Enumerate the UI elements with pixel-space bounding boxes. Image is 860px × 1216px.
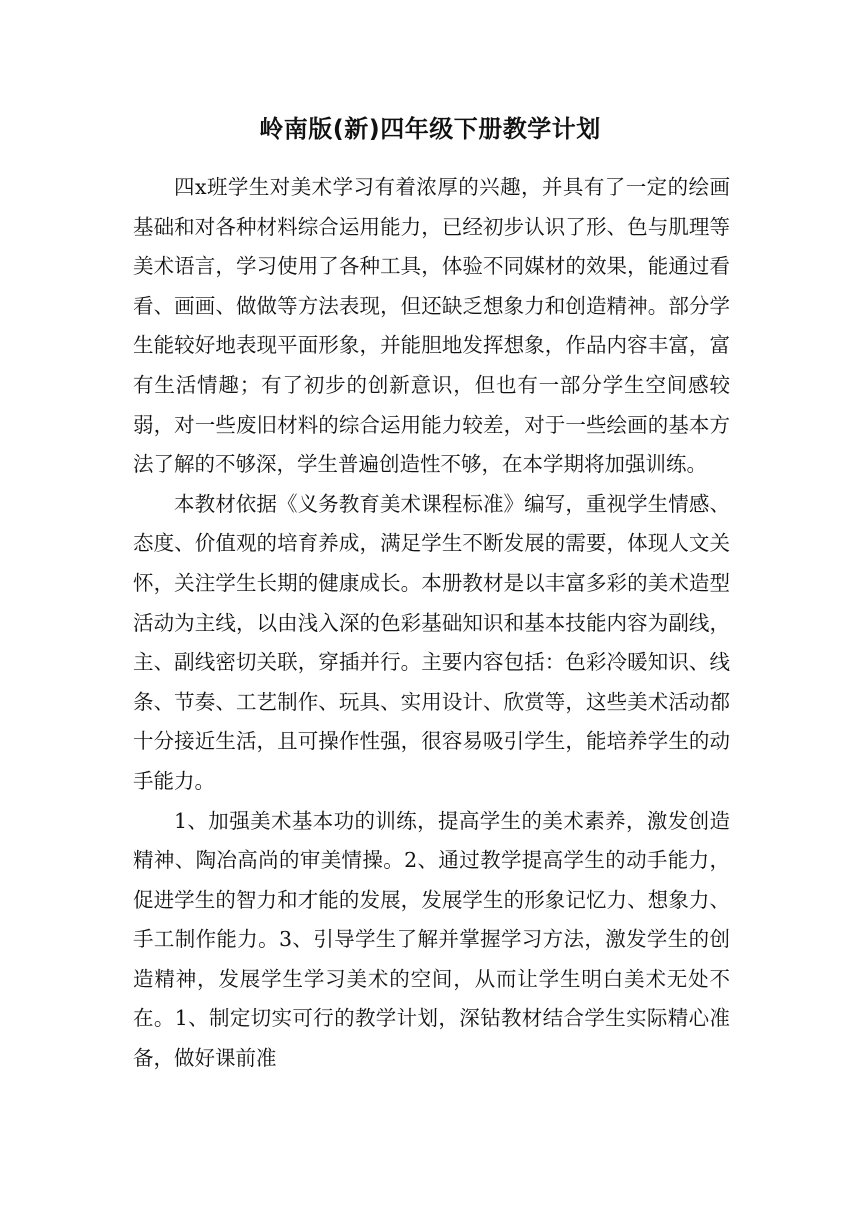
- paragraph-textbook-analysis: 本教材依据《义务教育美术课程标准》编写，重视学生情感、态度、价值观的培育养成，满足学生不断发展的需要，体现人文关怀，关注学生长期的健康成长。本册教材是以丰富多彩的美术造型活动为主线，以由浅入深的色彩基础知识和基本技能内容为副线，主、副线密切关联，穿插并行。主要内容包括：色彩冷暖知识、线条、节奏、工艺制作、玩具、实用设计、欣赏等，这些美术活动都十分接近生活，且可操作性强，很容易吸引学生，能培养学生的动手能力。: [133, 491, 730, 793]
- document-body: [133, 168, 730, 1079]
- paragraph-teaching-goals: 1、加强美术基本功的训练，提高学生的美术素养，激发创造精神、陶冶高尚的审美情操。2、通过教学提高学生的动手能力，促进学生的智力和才能的发展，发展学生的形象记忆力、想象力、手工制作能力。3、引导学生了解并掌握学习方法，激发学生的创造精神，发展学生学习美术的空间，从而让学生明白美术无处不在。1、制定切实可行的教学计划，深钻教材结合学生实际精心准备，做好课前准: [133, 808, 730, 1071]
- document-title: 岭南版(新)四年级下册教学计划: [259, 115, 601, 143]
- paragraph-class-situation: 四x班学生对美术学习有着浓厚的兴趣，并具有了一定的绘画基础和对各种材料综合运用能力，已经初步认识了形、色与肌理等美术语言，学习使用了各种工具，体验不同媒材的效果，能通过看看、画画、做做等方法表现，但还缺乏想象力和创造精神。部分学生能较好地表现平面形象，并能胆地发挥想象，作品内容丰富，富有生活情趣；有了初步的创新意识，但也有一部分学生空间感较弱，对一些废旧材料的综合运用能力较差，对于一些绘画的基本方法了解的不够深，学生普遍创造性不够，在本学期将加强训练。: [133, 175, 730, 477]
